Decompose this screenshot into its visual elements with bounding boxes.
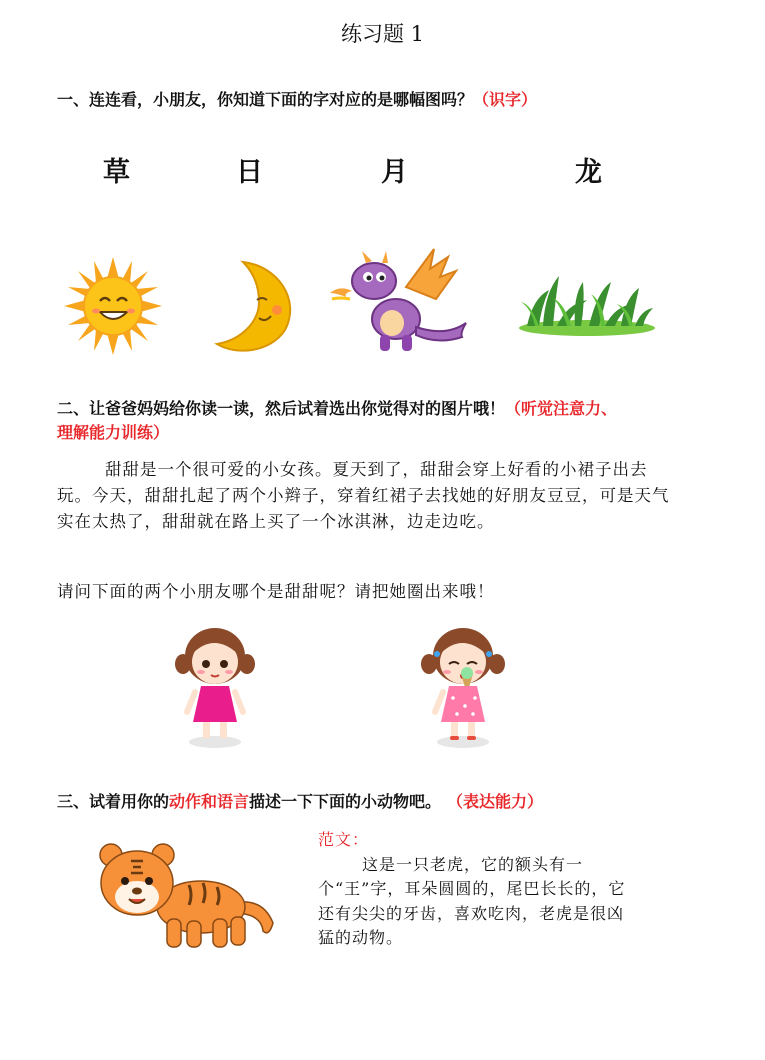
character-grass: 草: [103, 157, 130, 188]
example-text: 这是一只老虎，它的额头有一个“王”字，耳朵圆圆的，尾巴长长的，它还有尖尖的牙齿，喜欢吃肉，老虎是很凶猛的动物。: [318, 854, 626, 947]
story-prompt: 请问下面的两个小朋友哪个是甜甜呢？请把她圈出来哦！: [57, 582, 495, 601]
example-essay: [318, 828, 638, 951]
section1-question-text: 一、连连看，小朋友，你知道下面的字对应的是哪幅图吗？: [57, 90, 474, 109]
story-paragraph: [57, 457, 677, 535]
girl-ice-cream-image[interactable]: [421, 618, 505, 750]
section3-question-suffix: 描述一下下面的小动物吧。: [249, 792, 442, 811]
section2-question-text: 二、让爸爸妈妈给你读一读，然后试着选出你觉得对的图片哦！: [57, 399, 506, 418]
character-moon: 月: [381, 157, 408, 188]
tiger-image[interactable]: [97, 843, 277, 953]
story-text: 甜甜是一个很可爱的小女孩。夏天到了，甜甜会穿上好看的小裙子出去玩。今天，甜甜扎起了两个小辫子，穿着红裙子去找她的好朋友豆豆，可是天气实在太热了，甜甜就在路上买了一个冰淇淋，边走边吃。: [57, 460, 670, 531]
character-dragon: 龙: [575, 157, 602, 188]
section1-tag: （识字）: [473, 90, 538, 109]
grass-icon[interactable]: [517, 268, 657, 340]
section3-question: [57, 790, 543, 814]
dragon-icon[interactable]: [326, 247, 476, 355]
sun-icon[interactable]: [64, 257, 162, 355]
section3-tag: （表达能力）: [455, 792, 544, 811]
section1-question: [57, 88, 537, 112]
section2-question: [57, 397, 697, 445]
page-title: 练习题 1: [340, 22, 425, 46]
example-label: 范文：: [318, 830, 370, 849]
section2-tag-line1: （听觉注意力、: [505, 399, 618, 418]
section3-question-highlight: 动作和语言: [169, 792, 250, 811]
girl-pink-dress-image[interactable]: [173, 618, 257, 750]
character-sun: 日: [236, 157, 263, 188]
moon-icon[interactable]: [213, 260, 295, 352]
section2-tag-line2: 理解能力训练）: [57, 423, 170, 442]
section3-question-prefix: 三、试着用你的: [57, 792, 170, 811]
